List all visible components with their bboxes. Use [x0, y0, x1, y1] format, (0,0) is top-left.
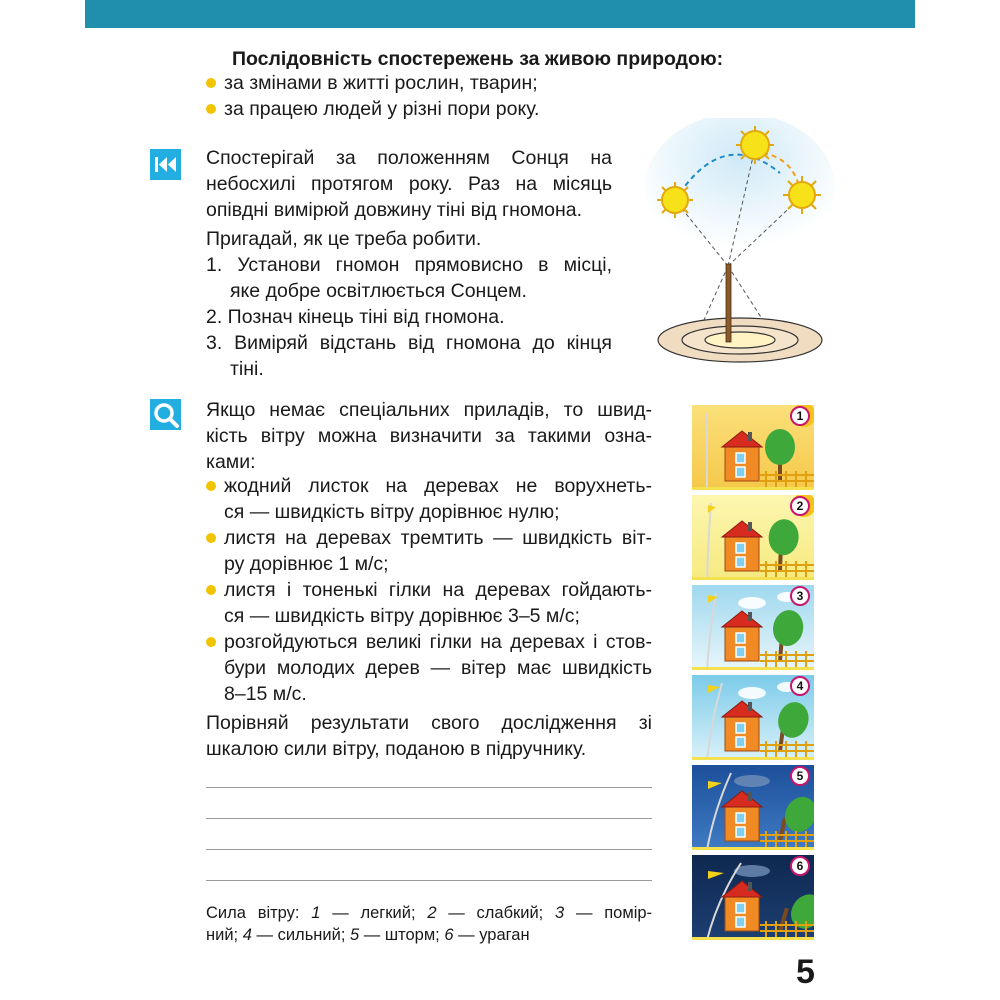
- recall-text: Пригадай, як це треба робити.: [206, 228, 482, 250]
- panel-number-badge: 4: [796, 679, 804, 693]
- bullet-dot: [206, 585, 216, 595]
- magnifier-icon: [150, 399, 181, 430]
- wind-panel-1: [692, 405, 814, 490]
- bullet-dot: [206, 78, 216, 88]
- sun-intro-line-2: небосхилі протягом року. Раз на місяць: [206, 173, 612, 195]
- wind-bullet-3-line-2: ся — швидкість вітру дорівнює 3–5 м/с;: [224, 605, 580, 627]
- compare-line-1: Порівняй результати свого дослідження зі: [206, 712, 652, 734]
- step-2: 2. Познач кінець тіні від гномона.: [206, 306, 505, 328]
- bullet-dot: [206, 533, 216, 543]
- panel-number-badge: 2: [796, 499, 804, 513]
- answer-line[interactable]: [206, 849, 652, 850]
- observe-bullet-1: за змінами в житті рослин, тварин;: [224, 72, 538, 94]
- wind-panel-2: [692, 495, 814, 580]
- wind-legend-line-1: Сила вітру: 1 — легкий; 2 — слабкий; 3 — помір-: [206, 904, 653, 922]
- section-heading: Послідовність спостережень за живою природою:: [232, 48, 724, 70]
- wind-panel-5: [692, 765, 814, 850]
- top-accent-bar: [85, 0, 915, 28]
- rewind-icon: [150, 149, 181, 180]
- step-3-line-2: тіні.: [230, 358, 264, 380]
- answer-line[interactable]: [206, 787, 652, 788]
- wind-bullet-4-line-1: розгойдуються великі гілки на деревах і стов-: [224, 631, 652, 653]
- step-1-line-1: 1. Установи гномон прямовисно в місці,: [206, 254, 612, 276]
- bullet-dot: [206, 637, 216, 647]
- panel-number-badge: 1: [796, 409, 804, 423]
- wind-bullet-4-line-3: 8–15 м/с.: [224, 683, 307, 705]
- wind-bullet-3-line-1: листя і тоненькі гілки на деревах гойдають-: [224, 579, 652, 601]
- wind-intro-line-1: Якщо немає спеціальних приладів, то швид-: [206, 399, 652, 421]
- step-1-line-2: яке добре освітлюється Сонцем.: [230, 280, 527, 302]
- wind-bullet-1-line-2: ся — швидкість вітру дорівнює нулю;: [224, 501, 560, 523]
- wind-intro-line-2: кість вітру можна визначити за такими озна-: [206, 425, 652, 447]
- answer-line[interactable]: [206, 880, 652, 881]
- bullet-dot: [206, 481, 216, 491]
- observe-bullet-2: за працею людей у різні пори року.: [224, 98, 540, 120]
- panel-number-badge: 3: [796, 589, 804, 603]
- sun-intro-line-1: Спостерігай за положенням Сонця на: [206, 147, 612, 169]
- wind-bullet-2-line-2: ру дорівнює 1 м/с;: [224, 553, 389, 575]
- wind-panel-3: [692, 585, 814, 670]
- sun-intro-line-3: опівдні вимірюй довжину тіні від гномона.: [206, 199, 583, 221]
- gnomon-illustration: [640, 118, 840, 378]
- step-3-line-1: 3. Виміряй відстань від гномона до кінця: [206, 332, 612, 354]
- wind-bullet-4-line-2: бури молодих дерев — вітер має швидкість: [224, 657, 652, 679]
- answer-line[interactable]: [206, 818, 652, 819]
- wind-panel-4: [692, 675, 814, 760]
- panel-number-badge: 5: [796, 769, 804, 783]
- compare-line-2: шкалою сили вітру, поданою в підручнику.: [206, 738, 587, 760]
- bullet-dot: [206, 104, 216, 114]
- page-number: 5: [796, 953, 815, 991]
- wind-bullet-2-line-1: листя на деревах тремтить — швидкість віт-: [224, 527, 652, 549]
- panel-number-badge: 6: [796, 859, 804, 873]
- wind-bullet-1-line-1: жодний листок на деревах не ворухнеть-: [224, 475, 652, 497]
- wind-legend-line-2: ний; 4 — сильний; 5 — шторм; 6 — ураган: [206, 926, 530, 944]
- wind-panel-6: [692, 855, 814, 940]
- wind-intro-line-3: ками:: [206, 451, 256, 473]
